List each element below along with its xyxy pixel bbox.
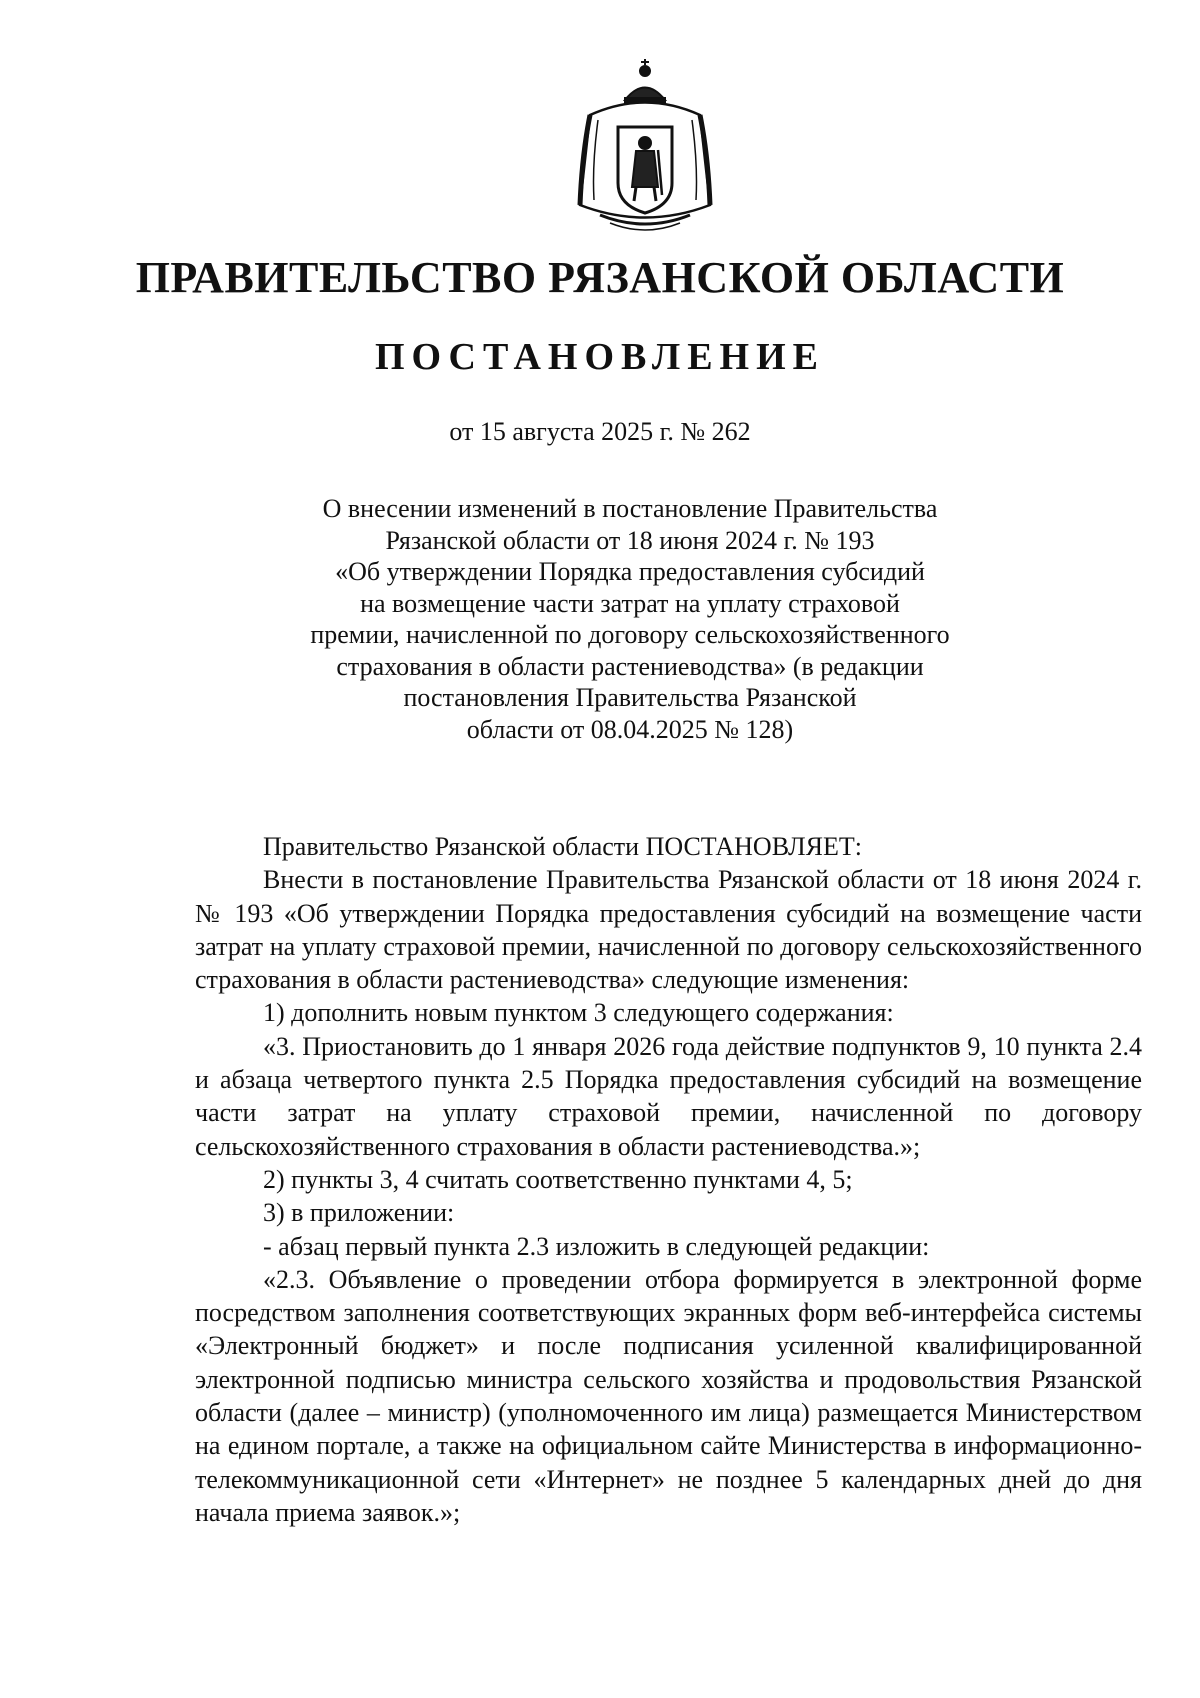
subject-line: постановления Правительства Рязанской — [403, 683, 857, 712]
subject-line: страхования в области растениеводства» (в редакции — [336, 651, 924, 681]
coat-of-arms-icon — [570, 55, 720, 235]
body-paragraph-item-3: 3) в приложении: — [263, 1198, 455, 1228]
subject-line: области от 08.04.2025 № 128) — [466, 714, 794, 744]
subject-line: на возмещение части затрат на уплату страховой — [360, 588, 900, 618]
subject-line: премии, начисленной по договору сельскохозяйственного — [310, 620, 950, 649]
document-subject — [250, 493, 1010, 745]
body-paragraph-item-1: 1) дополнить новым пунктом 3 следующего содержания: — [263, 998, 894, 1028]
subject-line: «Об утверждении Порядка предоставления субсидий — [335, 557, 925, 586]
body-paragraph-subitem: - абзац первый пункта 2.3 изложить в следующей редакции: — [263, 1231, 930, 1261]
subject-line: Рязанской области от 18 июня 2024 г. № 193 — [385, 525, 875, 555]
body-paragraph-item-3-text: «3. Приостановить до 1 января 2026 года действие подпунктов 9, 10 пункта 2.4 и абзаца четвертого пункта 2.5 Порядка предоставления субсидий на возмещение части затрат на уплату страховой премии, начисленной по договору сельскохозяйственного страхования в области растениеводства.»; — [195, 1031, 1142, 1161]
body-paragraph-item-2-3-text: «2.3. Объявление о проведении отбора формируется в электронной форме посредством заполнения соответствующих экранных форм веб-интерфейса системы «Электронный бюджет» и после подписания усиленной квалифицированной электронной подписью министра сельского хозяйства и продовольствия Рязанской области (далее – министр) (уполномоченного им лица) размещается Министерством на едином портале, а также на официальном сайте Министерства в информационно-телекоммуникационной сети «Интернет» не позднее 5 календарных дней до дня начала приема заявок.»; — [195, 1264, 1142, 1527]
document-date-number: от 15 августа 2025 г. № 262 — [449, 417, 751, 446]
document-type: ПОСТАНОВЛЕНИЕ — [374, 336, 826, 378]
body-paragraph-intro: Внести в постановление Правительства Рязанской области от 18 июня 2024 г. № 193 «Об утверждении Порядка предоставления субсидий на возмещение части затрат на уплату страховой премии, начисленной по договору сельскохозяйственного страхования в области растениеводства» следующие изменения: — [195, 865, 1142, 995]
body-paragraph-decree: Правительство Рязанской области ПОСТАНОВЛЯЕТ: — [263, 832, 863, 861]
body-paragraph-item-2: 2) пункты 3, 4 считать соответственно пунктами 4, 5; — [263, 1164, 853, 1194]
subject-line: О внесении изменений в постановление Правительства — [322, 494, 938, 523]
organization-title: ПРАВИТЕЛЬСТВО РЯЗАНСКОЙ ОБЛАСТИ — [135, 253, 1065, 302]
document-body — [195, 830, 1142, 1529]
